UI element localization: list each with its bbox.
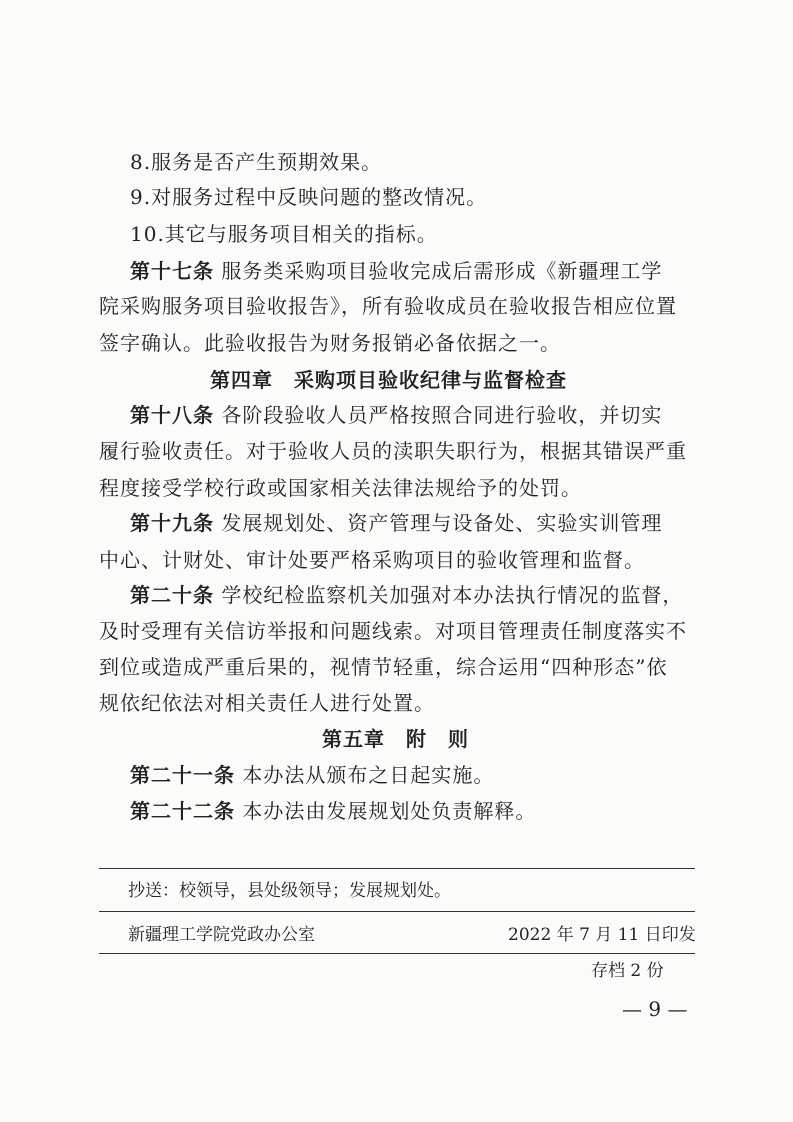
footer-bottom-rule [99,953,695,954]
article-18-line-1 [130,402,662,428]
article-22 [130,798,536,824]
article-20-line-4: 规依纪依法对相关责任人进行处置。 [99,691,435,715]
article-22-label: 第二十二条 [130,799,235,823]
article-20-label: 第二十条 [130,583,214,607]
article-20-text-1: 学校纪检监察机关加强对本办法执行情况的监督， [221,583,684,607]
article-19-label: 第十九条 [130,511,214,535]
item-9: 9.对服务过程中反映问题的整改情况。 [130,185,488,209]
article-17-line-1 [130,258,662,284]
article-18-text-1: 各阶段验收人员严格按照合同进行验收，并切实 [221,403,663,427]
article-20-line-3: 到位或造成严重后果的，视情节轻重，综合运用“四种形态”依 [99,655,668,679]
article-20-line-1 [130,582,683,608]
article-19-line-2: 中心、计财处、审计处要严格采购项目的验收管理和监督。 [99,548,645,572]
article-17-label: 第十七条 [130,259,214,283]
article-20-line-2: 及时受理有关信访举报和问题线索。对项目管理责任制度落实不 [99,619,687,643]
article-18-line-3: 程度接受学校行政或国家相关法律法规给予的处罚。 [99,476,582,500]
article-21 [130,762,494,788]
issue-date: 2022 年 7 月 11 日印发 [508,925,696,945]
article-17-text-1: 服务类采购项目验收完成后需形成《新疆理工学 [221,259,663,283]
article-21-label: 第二十一条 [130,763,235,787]
article-19-line-1 [130,510,662,536]
item-10: 10.其它与服务项目相关的指标。 [130,222,438,246]
page-number: — 9 — [622,997,688,1021]
article-21-text: 本办法从颁布之日起实施。 [242,763,495,787]
footer-top-rule [99,868,695,869]
article-19-text-1: 发展规划处、资产管理与设备处、实验实训管理 [221,511,663,535]
article-22-text: 本办法由发展规划处负责解释。 [242,799,537,823]
chapter-5-heading: 第五章 附 则 [322,727,469,751]
chapter-4-heading: 第四章 采购项目验收纪律与监督检查 [210,368,567,392]
item-8: 8.服务是否产生预期效果。 [130,150,383,174]
footer-middle-rule [99,911,695,912]
article-17-line-3: 签字确认。此验收报告为财务报销必备依据之一。 [99,331,561,355]
issuing-office: 新疆理工学院党政办公室 [128,925,315,945]
article-18-label: 第十八条 [130,403,214,427]
article-18-line-2: 履行验收责任。对于验收人员的渎职失职行为，根据其错误严重 [99,439,687,463]
cc-list: 抄送：校领导，县处级领导；发展规划处。 [128,881,451,901]
archive-copies: 存档 2 份 [591,961,664,981]
article-17-line-2: 院采购服务项目验收报告》，所有验收成员在验收报告相应位置 [99,294,677,318]
